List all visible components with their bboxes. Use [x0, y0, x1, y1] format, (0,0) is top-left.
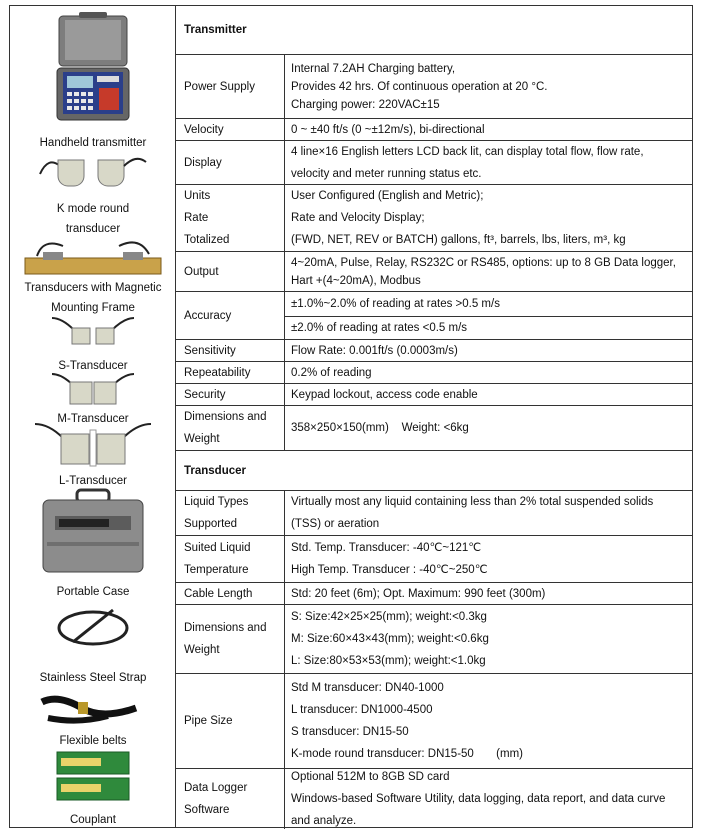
row-velocity: [176, 119, 692, 141]
value-pipe-size: Std M transducer: DN40-1000 L transducer: DN1000-4500 S transducer: DN15-50 K-mode round transducer: DN15-50 (mm): [291, 682, 523, 760]
s-transducer-photo: [10, 314, 176, 372]
row-power-supply: [176, 55, 692, 119]
label-display: Display: [176, 141, 285, 184]
product-photo-column: [10, 6, 176, 827]
caption-k-mode-line1: K mode round: [56, 203, 130, 215]
caption-s-transducer: S-Transducer: [58, 360, 128, 372]
row-units: [176, 185, 692, 252]
row-data-logger: [176, 769, 692, 829]
l-transducer-image: [33, 420, 153, 468]
label-sensitivity: Sensitivity: [176, 340, 285, 361]
row-transducer-dimensions: [176, 605, 692, 674]
value-accuracy-2: ±2.0% of reading at rates <0.5 m/s: [291, 322, 468, 334]
portable-case-image: [41, 488, 145, 576]
steel-strap-image: [53, 602, 133, 656]
label-units: Units Rate Totalized: [176, 185, 285, 251]
row-display: [176, 141, 692, 185]
portable-case-photo: [10, 488, 176, 604]
steel-strap-photo: [10, 602, 176, 688]
label-cable-length: Cable Length: [176, 583, 285, 604]
caption-couplant: Couplant: [69, 814, 117, 826]
row-sensitivity: [176, 340, 692, 362]
label-pipe-size: Pipe Size: [176, 674, 285, 768]
k-mode-transducer-image: [38, 152, 148, 194]
value-sensitivity: Flow Rate: 0.001ft/s (0.0003m/s): [291, 344, 458, 357]
row-repeatability: [176, 362, 692, 384]
label-data-logger: Data Logger Software: [176, 769, 285, 829]
magnetic-frame-photo: [10, 238, 176, 318]
caption-l-transducer: L-Transducer: [59, 475, 127, 487]
caption-portable-case: Portable Case: [56, 586, 130, 598]
label-output: Output: [176, 252, 285, 291]
value-accuracy-1: ±1.0%~2.0% of reading at rates >0.5 m/s: [291, 298, 500, 310]
row-accuracy: [176, 292, 692, 340]
label-transducer-dimensions: Dimensions and Weight: [176, 605, 285, 673]
flexible-belts-photo: [10, 688, 176, 752]
caption-steel-strap: Stainless Steel Strap: [39, 672, 147, 684]
value-display: 4 line×16 English letters LCD back lit, can display total flow, flow rate, velocity and meter running status etc.: [291, 145, 644, 180]
spec-table: [176, 6, 692, 827]
caption-k-mode-line2: transducer: [65, 223, 121, 235]
l-transducer-photo: [10, 420, 176, 490]
k-mode-transducer-photo: [10, 152, 176, 238]
label-repeatability: Repeatability: [176, 362, 285, 383]
m-transducer-photo: [10, 370, 176, 426]
value-transducer-dimensions: S: Size:42×25×25(mm); weight:<0.3kg M: Size:60×43×43(mm); weight:<0.6kg L: Size:80×53×53(mm); weight:<1.0kg: [291, 611, 489, 667]
value-suited-temperature: Std. Temp. Transducer: -40℃~121℃ High Temp. Transducer : -40℃~250℃: [291, 542, 488, 576]
handheld-transmitter-image: [53, 12, 133, 124]
value-liquid-types: Virtually most any liquid containing less than 2% total suspended solids (TSS) or aeration: [291, 496, 654, 530]
label-dimensions: Dimensions and Weight: [176, 406, 285, 450]
spec-sheet: [9, 5, 693, 828]
value-dimensions: 358×250×150(mm) Weight: <6kg: [291, 422, 469, 434]
magnetic-frame-image: [23, 238, 163, 278]
label-suited-temperature: Suited Liquid Temperature: [176, 536, 285, 582]
couplant-image: [53, 750, 133, 804]
label-accuracy: Accuracy: [176, 292, 285, 339]
caption-magnetic-line2: Mounting Frame: [51, 302, 135, 314]
label-security: Security: [176, 384, 285, 405]
value-security: Keypad lockout, access code enable: [291, 388, 478, 401]
value-velocity: 0 ~ ±40 ft/s (0 ~±12m/s), bi-directional: [291, 123, 485, 136]
label-power-supply: Power Supply: [176, 55, 285, 118]
value-power-supply: Internal 7.2AH Charging battery, Provides 42 hrs. Of continuous operation at 20 °C. Charging power: 220VAC±15: [291, 62, 548, 111]
flexible-belts-image: [38, 688, 148, 728]
row-suited-temperature: [176, 536, 692, 583]
row-output: [176, 252, 692, 292]
value-output: 4~20mA, Pulse, Relay, RS232C or RS485, options: up to 8 GB Data logger, Hart +(4~20mA), Modbus: [291, 256, 676, 287]
m-transducer-image: [48, 370, 138, 408]
row-dimensions: [176, 406, 692, 451]
caption-magnetic-line1: Transducers with Magnetic: [24, 282, 162, 294]
value-cable-length: Std: 20 feet (6m); Opt. Maximum: 990 feet (300m): [291, 587, 546, 600]
value-units: User Configured (English and Metric); Rate and Velocity Display; (FWD, NET, REV or BATCH) gallons, ft³, barrels, lbs, liters, m³, kg: [291, 190, 626, 246]
row-security: [176, 384, 692, 406]
label-liquid-types: Liquid Types Supported: [176, 491, 285, 535]
couplant-photo: [10, 750, 176, 829]
section-transducer-heading: Transducer: [176, 451, 692, 491]
caption-m-transducer: M-Transducer: [57, 413, 129, 425]
section-transmitter-heading: Transmitter: [176, 6, 692, 55]
row-pipe-size: [176, 674, 692, 769]
caption-handheld-transmitter: Handheld transmitter: [39, 137, 147, 149]
caption-flexible-belts: Flexible belts: [59, 735, 127, 747]
value-repeatability: 0.2% of reading: [291, 366, 372, 379]
label-velocity: Velocity: [176, 119, 285, 140]
row-liquid-types: [176, 491, 692, 536]
s-transducer-image: [48, 314, 138, 350]
row-cable-length: [176, 583, 692, 605]
handheld-transmitter-photo: [10, 12, 176, 152]
value-data-logger: Optional 512M to 8GB SD card Windows-based Software Utility, data logging, data report, and data curve and analyze.: [291, 771, 666, 827]
